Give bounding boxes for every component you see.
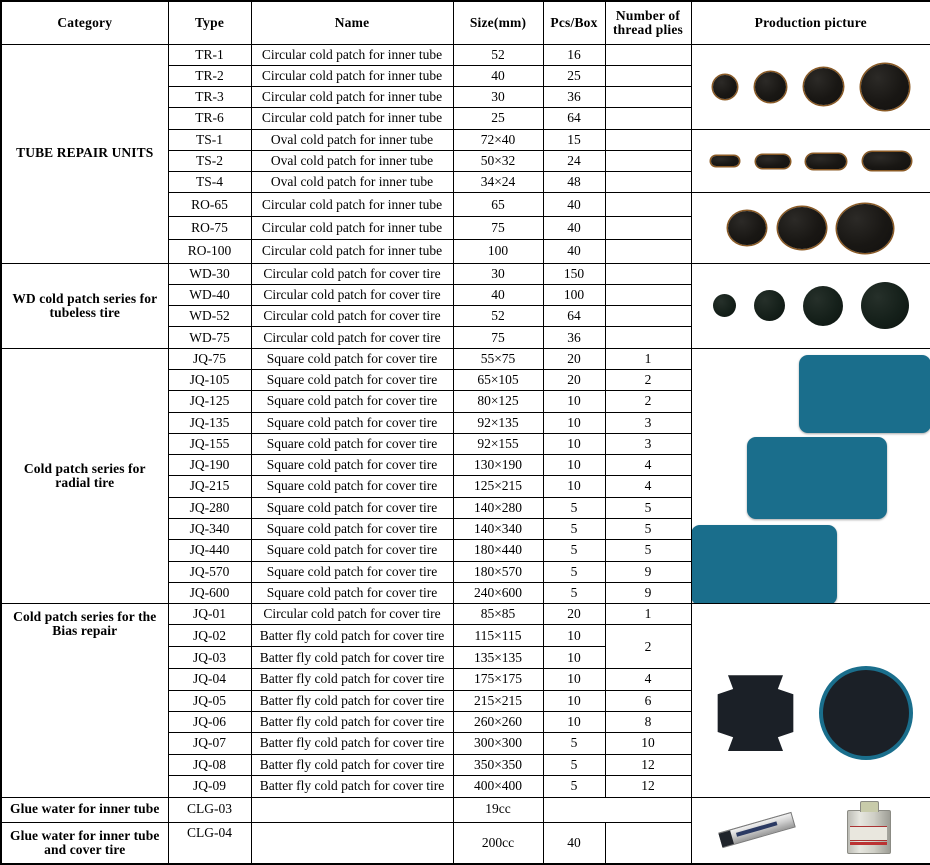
thread-plies-cell: 3 [605, 433, 691, 454]
name-cell: Oval cold patch for inner tube [251, 172, 453, 193]
oval-patch-icon [756, 155, 790, 168]
size-cell: 400×400 [453, 775, 543, 797]
production-picture-cell-ts-oval [691, 129, 930, 193]
name-cell: Circular cold patch for cover tire [251, 604, 453, 625]
name-cell: Batter fly cold patch for cover tire [251, 711, 453, 732]
size-cell: 260×260 [453, 711, 543, 732]
type-cell: RO-100 [168, 240, 251, 263]
circular-patch-icon [861, 64, 909, 110]
category-line2: radial tire [55, 474, 115, 490]
circular-patch-icon [754, 290, 785, 321]
type-cell: JQ-440 [168, 540, 251, 561]
size-cell: 115×115 [453, 625, 543, 647]
thread-plies-cell: 12 [605, 754, 691, 775]
name-cell: Square cold patch for cover tire [251, 582, 453, 603]
oval-patch-icon [711, 156, 739, 166]
category-cell-glue-inner-tube-cover-tire [1, 822, 168, 864]
category-line2: Bias repair [52, 623, 118, 639]
thread-plies-cell: 5 [605, 540, 691, 561]
size-cell: 130×190 [453, 455, 543, 476]
category-line1: WD cold patch series for [12, 290, 158, 306]
square-patch-jq190 [747, 437, 887, 519]
name-cell: Circular cold patch for inner tube [251, 216, 453, 239]
pcs-box-cell: 10 [543, 690, 605, 711]
size-cell: 52 [453, 306, 543, 327]
circular-patch-icon [861, 282, 909, 329]
pcs-box-cell: 25 [543, 65, 605, 86]
pcs-box-cell: 5 [543, 582, 605, 603]
category-line2: and cover tire [44, 841, 126, 857]
table-row [1, 604, 930, 625]
type-cell: JQ-135 [168, 412, 251, 433]
category-cell-radial-tire [1, 348, 168, 603]
butterfly-patch-icon [713, 670, 799, 756]
name-cell: Circular cold patch for cover tire [251, 284, 453, 305]
circular-patch-icon [713, 75, 737, 99]
pcs-box-cell: 10 [543, 455, 605, 476]
name-cell: Circular cold patch for cover tire [251, 306, 453, 327]
name-cell: Square cold patch for cover tire [251, 540, 453, 561]
column-header-type: Type [168, 1, 251, 44]
pcs-box-cell: 16 [543, 44, 605, 65]
thread-plies-cell [605, 172, 691, 193]
oval-patch-icon [806, 154, 846, 169]
name-cell: Circular cold patch for cover tire [251, 327, 453, 348]
thread-plies-cell: 5 [605, 497, 691, 518]
name-cell: Circular cold patch for inner tube [251, 65, 453, 86]
size-cell: 30 [453, 87, 543, 108]
category-line1: Cold patch series for the [13, 609, 157, 625]
pcs-box-cell: 10 [543, 711, 605, 732]
column-header-pcs-box: Pcs/Box [543, 1, 605, 44]
round-patch-icon [819, 666, 913, 760]
size-cell: 200cc [453, 822, 543, 864]
thread-plies-cell [605, 129, 691, 150]
table-row [1, 348, 930, 369]
type-cell: JQ-340 [168, 519, 251, 540]
type-cell: TR-3 [168, 87, 251, 108]
wd-circular-patches-image [695, 264, 928, 348]
category-line2: tubeless tire [49, 304, 120, 320]
pcs-box-cell: 20 [543, 370, 605, 391]
size-cell: 65×105 [453, 370, 543, 391]
thread-plies-cell [605, 87, 691, 108]
production-picture-cell-wd-circular [691, 263, 930, 348]
thread-plies-cell [605, 65, 691, 86]
type-cell: JQ-09 [168, 775, 251, 797]
size-cell: 55×75 [453, 348, 543, 369]
type-cell: TS-4 [168, 172, 251, 193]
production-picture-cell-tr-circular [691, 44, 930, 129]
thread-plies-cell: 2 [605, 391, 691, 412]
size-cell: 72×40 [453, 129, 543, 150]
name-cell: Batter fly cold patch for cover tire [251, 733, 453, 754]
thread-plies-cell: 5 [605, 519, 691, 540]
thread-plies-cell: 1 [605, 604, 691, 625]
thread-plies-cell [605, 240, 691, 263]
thread-plies-cell: 4 [605, 476, 691, 497]
name-cell [251, 822, 453, 864]
size-cell: 19cc [453, 797, 543, 822]
pcs-box-cell: 5 [543, 519, 605, 540]
thread-plies-cell: 8 [605, 711, 691, 732]
name-cell: Circular cold patch for inner tube [251, 193, 453, 216]
thread-plies-cell: 1 [605, 348, 691, 369]
header-row [1, 1, 930, 44]
production-picture-cell-glue [691, 797, 930, 864]
table-row [1, 263, 930, 284]
pcs-box-cell [543, 797, 691, 822]
square-patch-jq280 [691, 525, 837, 604]
pcs-box-cell: 40 [543, 216, 605, 239]
pcs-box-cell: 10 [543, 476, 605, 497]
column-header-category: Category [1, 1, 168, 44]
pcs-box-cell: 36 [543, 87, 605, 108]
type-cell: TS-2 [168, 150, 251, 171]
size-cell: 300×300 [453, 733, 543, 754]
thread-plies-cell: 4 [605, 669, 691, 690]
pcs-box-cell: 20 [543, 604, 605, 625]
category-cell-glue-inner-tube: Glue water for inner tube [1, 797, 168, 822]
size-cell: 85×85 [453, 604, 543, 625]
type-cell: JQ-06 [168, 711, 251, 732]
type-cell: WD-75 [168, 327, 251, 348]
thread-plies-line1: Number of [615, 7, 681, 23]
type-cell: JQ-105 [168, 370, 251, 391]
thread-plies-cell: 3 [605, 412, 691, 433]
production-picture-cell-ro-circular [691, 193, 930, 263]
name-cell: Square cold patch for cover tire [251, 433, 453, 454]
size-cell: 75 [453, 327, 543, 348]
table-row [1, 44, 930, 65]
name-cell: Oval cold patch for inner tube [251, 129, 453, 150]
pcs-box-cell: 15 [543, 129, 605, 150]
name-cell: Oval cold patch for inner tube [251, 150, 453, 171]
category-cell-tube-repair-units: TUBE REPAIR UNITS [1, 44, 168, 263]
pcs-box-cell: 20 [543, 348, 605, 369]
production-picture-cell-jq-square [691, 348, 930, 603]
pcs-box-cell: 40 [543, 240, 605, 263]
type-cell: JQ-05 [168, 690, 251, 711]
thread-plies-cell [605, 44, 691, 65]
size-cell: 92×155 [453, 433, 543, 454]
pcs-box-cell: 5 [543, 754, 605, 775]
tr-circular-patches-image [695, 45, 928, 129]
name-cell: Square cold patch for cover tire [251, 561, 453, 582]
type-cell: WD-30 [168, 263, 251, 284]
type-cell: CLG-03 [168, 797, 251, 822]
name-cell: Circular cold patch for inner tube [251, 87, 453, 108]
pcs-box-cell: 48 [543, 172, 605, 193]
category-cell-bias-repair [1, 604, 168, 797]
name-cell: Square cold patch for cover tire [251, 391, 453, 412]
thread-plies-cell [605, 150, 691, 171]
name-cell: Square cold patch for cover tire [251, 455, 453, 476]
type-cell: WD-40 [168, 284, 251, 305]
column-header-thread-plies [605, 1, 691, 44]
name-cell: Square cold patch for cover tire [251, 370, 453, 391]
thread-plies-cell: 9 [605, 582, 691, 603]
type-cell: WD-52 [168, 306, 251, 327]
name-cell: Batter fly cold patch for cover tire [251, 754, 453, 775]
pcs-box-cell: 64 [543, 108, 605, 129]
thread-plies-cell [605, 284, 691, 305]
pcs-box-cell: 36 [543, 327, 605, 348]
size-cell: 215×215 [453, 690, 543, 711]
type-cell: TR-6 [168, 108, 251, 129]
thread-plies-line2: thread plies [612, 21, 684, 37]
type-cell: JQ-04 [168, 669, 251, 690]
type-cell: JQ-07 [168, 733, 251, 754]
size-cell: 34×24 [453, 172, 543, 193]
pcs-box-cell: 5 [543, 497, 605, 518]
name-cell: Circular cold patch for inner tube [251, 240, 453, 263]
name-cell [251, 797, 453, 822]
pcs-box-cell: 10 [543, 433, 605, 454]
table-body [1, 44, 930, 864]
size-cell: 52 [453, 44, 543, 65]
size-cell: 65 [453, 193, 543, 216]
name-cell: Batter fly cold patch for cover tire [251, 647, 453, 669]
name-cell: Circular cold patch for inner tube [251, 44, 453, 65]
category-line1: Cold patch series for [23, 460, 146, 476]
circular-patch-icon [728, 211, 766, 245]
pcs-box-cell: 5 [543, 561, 605, 582]
type-cell: JQ-125 [168, 391, 251, 412]
name-cell: Square cold patch for cover tire [251, 519, 453, 540]
square-patch-jq215 [799, 355, 930, 433]
type-cell: JQ-280 [168, 497, 251, 518]
pcs-box-cell: 10 [543, 625, 605, 647]
type-cell: JQ-75 [168, 348, 251, 369]
pcs-box-cell: 150 [543, 263, 605, 284]
type-cell: RO-75 [168, 216, 251, 239]
thread-plies-cell: 6 [605, 690, 691, 711]
thread-plies-cell: 2 [605, 625, 691, 669]
size-cell: 92×135 [453, 412, 543, 433]
glue-tube-icon [718, 811, 795, 847]
type-cell: RO-65 [168, 193, 251, 216]
size-cell: 140×340 [453, 519, 543, 540]
size-cell: 40 [453, 284, 543, 305]
circular-patch-icon [755, 72, 786, 102]
thread-plies-cell [605, 216, 691, 239]
circular-patch-icon [778, 207, 826, 249]
pcs-box-cell: 40 [543, 822, 605, 864]
pcs-box-cell: 24 [543, 150, 605, 171]
thread-plies-cell [605, 193, 691, 216]
size-cell: 80×125 [453, 391, 543, 412]
name-cell: Circular cold patch for cover tire [251, 263, 453, 284]
ts-oval-patches-image [695, 130, 928, 193]
category-line1: Glue water for inner tube [10, 827, 160, 843]
column-header-production-picture: Production picture [691, 1, 930, 44]
pcs-box-cell: 100 [543, 284, 605, 305]
table-header [1, 1, 930, 44]
production-picture-cell-jq-bias [691, 604, 930, 797]
type-cell: JQ-215 [168, 476, 251, 497]
type-cell: CLG-04 [168, 822, 251, 864]
type-cell: TS-1 [168, 129, 251, 150]
name-cell: Square cold patch for cover tire [251, 412, 453, 433]
ro-circular-patches-image [695, 193, 928, 262]
pcs-box-cell: 5 [543, 775, 605, 797]
size-cell: 100 [453, 240, 543, 263]
category-cell-wd-tubeless [1, 263, 168, 348]
circular-patch-icon [837, 204, 893, 253]
type-cell: JQ-155 [168, 433, 251, 454]
size-cell: 30 [453, 263, 543, 284]
name-cell: Batter fly cold patch for cover tire [251, 669, 453, 690]
thread-plies-cell [605, 306, 691, 327]
size-cell: 40 [453, 65, 543, 86]
pcs-box-cell: 10 [543, 669, 605, 690]
pcs-box-cell: 5 [543, 733, 605, 754]
jq-square-patches-image [695, 349, 928, 603]
type-cell: JQ-08 [168, 754, 251, 775]
size-cell: 125×215 [453, 476, 543, 497]
size-cell: 140×280 [453, 497, 543, 518]
type-cell: JQ-01 [168, 604, 251, 625]
thread-plies-cell: 12 [605, 775, 691, 797]
oval-patch-icon [863, 152, 911, 170]
type-cell: TR-1 [168, 44, 251, 65]
name-cell: Batter fly cold patch for cover tire [251, 690, 453, 711]
table-row [1, 797, 930, 822]
thread-plies-cell [605, 108, 691, 129]
pcs-box-cell: 10 [543, 391, 605, 412]
type-cell: JQ-570 [168, 561, 251, 582]
size-cell: 50×32 [453, 150, 543, 171]
size-cell: 180×570 [453, 561, 543, 582]
jq-bias-patches-image [695, 604, 928, 796]
name-cell: Circular cold patch for inner tube [251, 108, 453, 129]
name-cell: Square cold patch for cover tire [251, 476, 453, 497]
size-cell: 350×350 [453, 754, 543, 775]
type-cell: JQ-02 [168, 625, 251, 647]
name-cell: Batter fly cold patch for cover tire [251, 775, 453, 797]
pcs-box-cell: 10 [543, 647, 605, 669]
thread-plies-cell: 9 [605, 561, 691, 582]
name-cell: Square cold patch for cover tire [251, 497, 453, 518]
pcs-box-cell: 40 [543, 193, 605, 216]
thread-plies-cell: 2 [605, 370, 691, 391]
thread-plies-cell [605, 822, 691, 864]
circular-patch-icon [713, 294, 736, 317]
column-header-size: Size(mm) [453, 1, 543, 44]
size-cell: 175×175 [453, 669, 543, 690]
glue-can-icon [847, 810, 891, 854]
circular-patch-icon [803, 286, 843, 326]
thread-plies-cell [605, 327, 691, 348]
type-cell: JQ-190 [168, 455, 251, 476]
size-cell: 25 [453, 108, 543, 129]
size-cell: 75 [453, 216, 543, 239]
pcs-box-cell: 5 [543, 540, 605, 561]
size-cell: 240×600 [453, 582, 543, 603]
column-header-name: Name [251, 1, 453, 44]
circular-patch-icon [804, 68, 843, 105]
type-cell: JQ-600 [168, 582, 251, 603]
thread-plies-cell: 10 [605, 733, 691, 754]
pcs-box-cell: 10 [543, 412, 605, 433]
glue-products-image [695, 798, 928, 864]
thread-plies-cell [605, 263, 691, 284]
type-cell: TR-2 [168, 65, 251, 86]
size-cell: 180×440 [453, 540, 543, 561]
type-cell: JQ-03 [168, 647, 251, 669]
name-cell: Square cold patch for cover tire [251, 348, 453, 369]
size-cell: 135×135 [453, 647, 543, 669]
thread-plies-cell: 4 [605, 455, 691, 476]
pcs-box-cell: 64 [543, 306, 605, 327]
name-cell: Batter fly cold patch for cover tire [251, 625, 453, 647]
